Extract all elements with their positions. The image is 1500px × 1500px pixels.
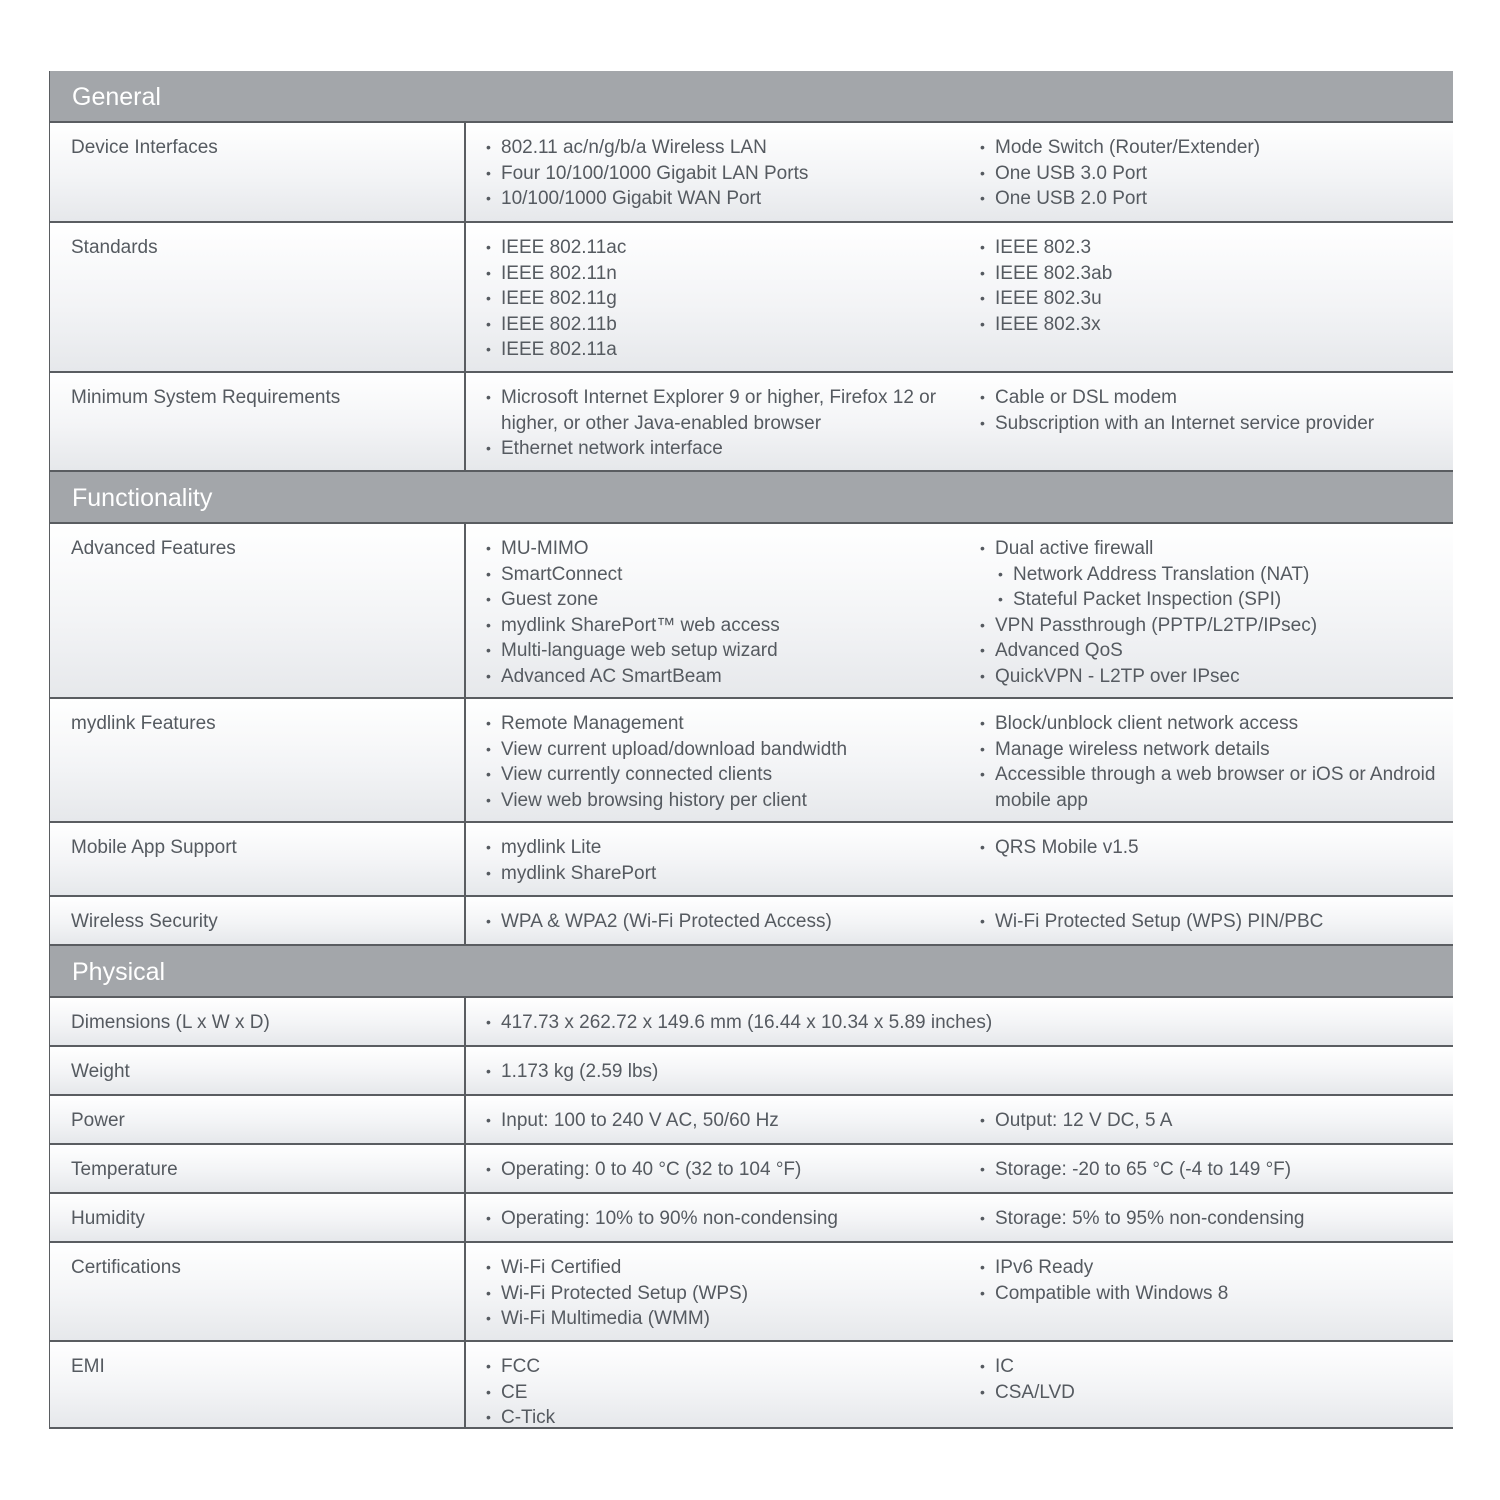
- spec-label: Power: [50, 1096, 466, 1143]
- spec-values-1: [466, 897, 959, 944]
- bullet-item: • Block/unblock client network access: [980, 711, 1452, 737]
- bullet-item: • IEEE 802.3ab: [980, 261, 1452, 287]
- spec-values-1: [466, 823, 959, 895]
- spec-values-1: [466, 1145, 959, 1192]
- bullet-item: • QRS Mobile v1.5: [980, 835, 1452, 861]
- bullet-item: • IEEE 802.11b: [486, 312, 959, 338]
- bullet-item: • CE: [486, 1380, 959, 1406]
- bullet-item: • One USB 2.0 Port: [980, 186, 1452, 212]
- bullet-item: • IEEE 802.11g: [486, 286, 959, 312]
- bullet-list: [980, 1108, 1452, 1134]
- spec-values-1: [466, 123, 959, 221]
- bullet-list: [486, 1206, 959, 1232]
- bullet-item: • FCC: [486, 1354, 959, 1380]
- bullet-item: • Storage: -20 to 65 °C (-4 to 149 °F): [980, 1157, 1452, 1183]
- bullet-item: • mydlink SharePort: [486, 861, 959, 887]
- spec-row: [49, 524, 1453, 699]
- bullet-list: [980, 1157, 1452, 1183]
- spec-label: Certifications: [50, 1243, 466, 1340]
- spec-values-1: [466, 1243, 959, 1340]
- bullet-item: • Stateful Packet Inspection (SPI): [998, 587, 1452, 613]
- bullet-item: • Wi-Fi Protected Setup (WPS): [486, 1281, 959, 1307]
- bullet-item: • CSA/LVD: [980, 1380, 1452, 1406]
- bullet-item: • Microsoft Internet Explorer 9 or higher, Firefox 12 or higher, or other Java-enabled browser: [486, 385, 959, 436]
- spec-label: mydlink Features: [50, 699, 466, 821]
- bullet-item: • QuickVPN - L2TP over IPsec: [980, 664, 1452, 690]
- spec-row: [49, 897, 1453, 946]
- spec-row: [49, 1194, 1453, 1243]
- bullet-list: [980, 711, 1452, 813]
- bullet-item: • Output: 12 V DC, 5 A: [980, 1108, 1452, 1134]
- bullet-item: • Multi-language web setup wizard: [486, 638, 959, 664]
- spec-values-1: [466, 1194, 959, 1241]
- spec-row: [49, 373, 1453, 472]
- bullet-item: • Ethernet network interface: [486, 436, 959, 462]
- spec-values-2: [959, 699, 1452, 821]
- bullet-item: • Accessible through a web browser or iOS or Android mobile app: [980, 762, 1452, 813]
- bullet-list: [980, 835, 1452, 861]
- bullet-item: • IEEE 802.3x: [980, 312, 1452, 338]
- spec-values-2: [959, 524, 1452, 697]
- section-header-functionality: Functionality: [49, 472, 1453, 524]
- bullet-item: • 417.73 x 262.72 x 149.6 mm (16.44 x 10.34 x 5.89 inches): [486, 1010, 1452, 1036]
- spec-label: Advanced Features: [50, 524, 466, 697]
- spec-row: [49, 1243, 1453, 1342]
- bullet-list: [980, 385, 1452, 436]
- spec-values-1: [466, 373, 959, 470]
- spec-row: [49, 998, 1453, 1047]
- spec-values-2: [959, 1096, 1452, 1143]
- spec-row: [49, 1047, 1453, 1096]
- bullet-item: • One USB 3.0 Port: [980, 161, 1452, 187]
- bullet-item: • IEEE 802.11n: [486, 261, 959, 287]
- spec-values-1: [466, 1047, 1452, 1094]
- section-header-general: General: [49, 71, 1453, 123]
- bullet-list: [486, 1255, 959, 1332]
- bullet-item: • MU-MIMO: [486, 536, 959, 562]
- spec-label: Minimum System Requirements: [50, 373, 466, 470]
- bullet-item: • Four 10/100/1000 Gigabit LAN Ports: [486, 161, 959, 187]
- spec-label: Device Interfaces: [50, 123, 466, 221]
- bullet-item: • Guest zone: [486, 587, 959, 613]
- bullet-item: • Wi-Fi Multimedia (WMM): [486, 1306, 959, 1332]
- spec-label: Standards: [50, 223, 466, 371]
- bullet-item: • C-Tick: [486, 1405, 959, 1431]
- bullet-item: • IEEE 802.11ac: [486, 235, 959, 261]
- bullet-list: [980, 909, 1452, 935]
- spec-values-2: [959, 373, 1452, 470]
- spec-row: [49, 1096, 1453, 1145]
- bullet-item: • mydlink Lite: [486, 835, 959, 861]
- spec-values-2: [959, 1194, 1452, 1241]
- spec-values-1: [466, 1342, 959, 1427]
- bullet-item: • IEEE 802.3u: [980, 286, 1452, 312]
- bullet-list: [486, 711, 959, 813]
- spec-values-1: [466, 524, 959, 697]
- bullet-list: [980, 235, 1452, 337]
- bullet-item: • Remote Management: [486, 711, 959, 737]
- bullet-item: • Operating: 0 to 40 °C (32 to 104 °F): [486, 1157, 959, 1183]
- bullet-item: • Wi-Fi Certified: [486, 1255, 959, 1281]
- spec-values-2: [959, 1145, 1452, 1192]
- bullet-list: [486, 385, 959, 462]
- bullet-item: • Input: 100 to 240 V AC, 50/60 Hz: [486, 1108, 959, 1134]
- spec-row: [49, 699, 1453, 823]
- bullet-item: • View current upload/download bandwidth: [486, 737, 959, 763]
- bullet-item: • IC: [980, 1354, 1452, 1380]
- spec-row: [49, 223, 1453, 373]
- bullet-list: [486, 1059, 1452, 1085]
- bullet-list: [980, 536, 1452, 689]
- spec-label: Dimensions (L x W x D): [50, 998, 466, 1045]
- spec-label: Temperature: [50, 1145, 466, 1192]
- spec-label: EMI: [50, 1342, 466, 1427]
- bullet-item: • VPN Passthrough (PPTP/L2TP/IPsec): [980, 613, 1452, 639]
- bullet-item: • Manage wireless network details: [980, 737, 1452, 763]
- spec-values-2: [959, 823, 1452, 895]
- spec-values-1: [466, 998, 1452, 1045]
- bullet-item: • Cable or DSL modem: [980, 385, 1452, 411]
- bullet-item: • IEEE 802.3: [980, 235, 1452, 261]
- bullet-item: • 802.11 ac/n/g/b/a Wireless LAN: [486, 135, 959, 161]
- bullet-list: [486, 135, 959, 212]
- section-header-physical: Physical: [49, 946, 1453, 998]
- bullet-item: • View web browsing history per client: [486, 788, 959, 814]
- bullet-item: • SmartConnect: [486, 562, 959, 588]
- bullet-item: • Compatible with Windows 8: [980, 1281, 1452, 1307]
- bullet-list: [980, 135, 1452, 212]
- spec-label: Weight: [50, 1047, 466, 1094]
- bullet-list: [486, 1354, 959, 1431]
- bullet-list: [486, 1108, 959, 1134]
- bullet-list: [980, 1255, 1452, 1306]
- bullet-item: • IPv6 Ready: [980, 1255, 1452, 1281]
- bullet-list: [486, 909, 959, 935]
- bullet-item: • mydlink SharePort™ web access: [486, 613, 959, 639]
- spec-values-2: [959, 897, 1452, 944]
- bullet-item: • Subscription with an Internet service provider: [980, 411, 1452, 437]
- spec-row: [49, 1145, 1453, 1194]
- bullet-item: • Wi-Fi Protected Setup (WPS) PIN/PBC: [980, 909, 1452, 935]
- spec-label: Wireless Security: [50, 897, 466, 944]
- bullet-item: • Operating: 10% to 90% non-condensing: [486, 1206, 959, 1232]
- bullet-list: [980, 1354, 1452, 1405]
- spec-row: [49, 1342, 1453, 1429]
- bullet-list: [486, 1157, 959, 1183]
- bullet-item: • Advanced AC SmartBeam: [486, 664, 959, 690]
- spec-label: Mobile App Support: [50, 823, 466, 895]
- spec-table: [49, 71, 1453, 1429]
- spec-row: [49, 123, 1453, 223]
- bullet-item: • 1.173 kg (2.59 lbs): [486, 1059, 1452, 1085]
- spec-values-2: [959, 1243, 1452, 1340]
- bullet-item: • Dual active firewall: [980, 536, 1452, 562]
- spec-row: [49, 823, 1453, 897]
- bullet-item: • 10/100/1000 Gigabit WAN Port: [486, 186, 959, 212]
- bullet-item: • Advanced QoS: [980, 638, 1452, 664]
- spec-values-2: [959, 123, 1452, 221]
- bullet-item: • Network Address Translation (NAT): [998, 562, 1452, 588]
- bullet-item: • IEEE 802.11a: [486, 337, 959, 363]
- spec-values-1: [466, 223, 959, 371]
- spec-values-2: [959, 1342, 1452, 1427]
- bullet-item: • WPA & WPA2 (Wi-Fi Protected Access): [486, 909, 959, 935]
- spec-values-2: [959, 223, 1452, 371]
- spec-values-1: [466, 1096, 959, 1143]
- bullet-list: [486, 235, 959, 363]
- bullet-item: • Mode Switch (Router/Extender): [980, 135, 1452, 161]
- bullet-list: [486, 536, 959, 689]
- spec-values-1: [466, 699, 959, 821]
- bullet-list: [980, 1206, 1452, 1232]
- bullet-item: • View currently connected clients: [486, 762, 959, 788]
- bullet-item: • Storage: 5% to 95% non-condensing: [980, 1206, 1452, 1232]
- bullet-list: [486, 1010, 1452, 1036]
- spec-label: Humidity: [50, 1194, 466, 1241]
- bullet-list: [486, 835, 959, 886]
